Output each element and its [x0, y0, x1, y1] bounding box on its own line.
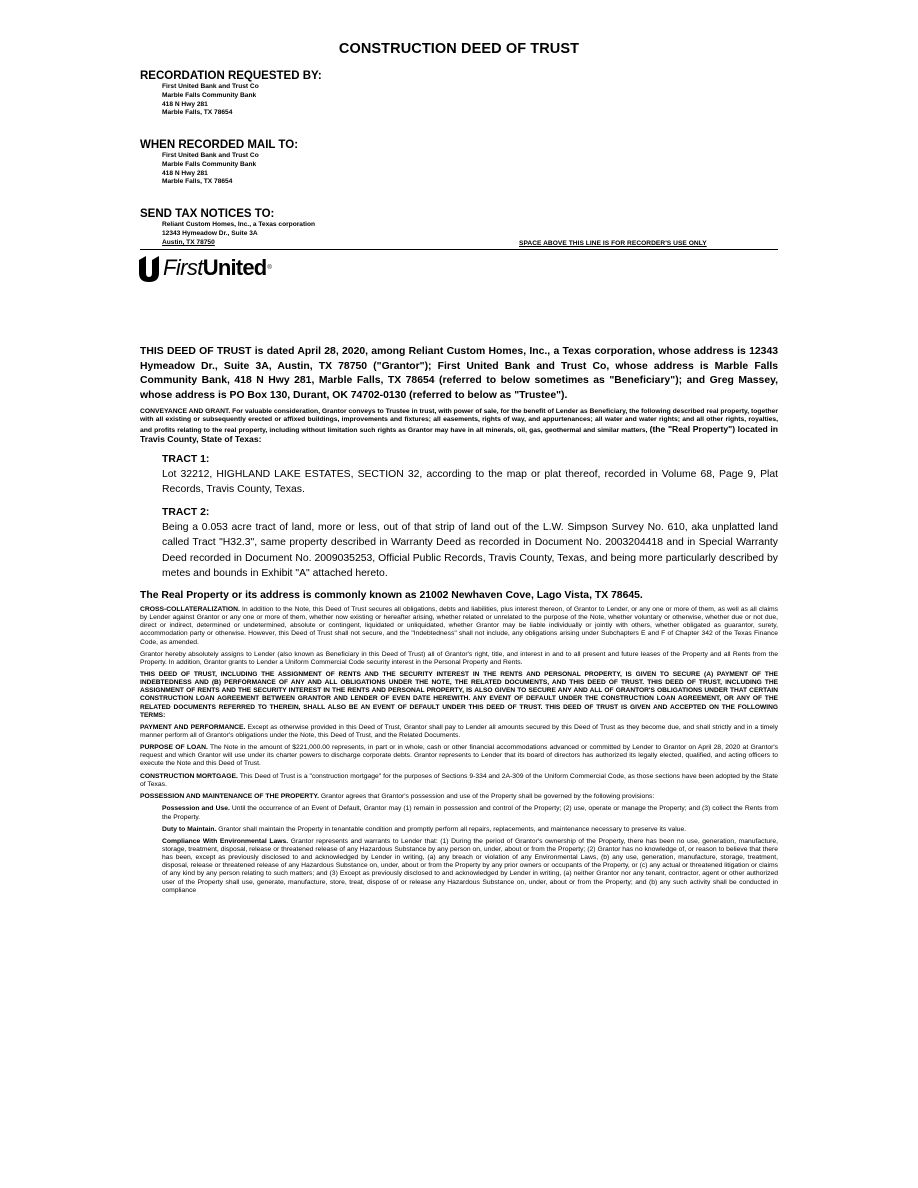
address-line: 418 N Hwy 281	[162, 169, 208, 177]
address-line: 12343 Hymeadow Dr., Suite 3A	[162, 229, 258, 237]
section-heading: Possession and Use.	[162, 805, 230, 813]
property-address-line: The Real Property or its address is commonly known as 21002 Newhaven Cove, Lago Vista, TX 78645.	[140, 590, 643, 602]
conveyance-tail: (the "Real Property") located in Travis County, State of Texas:	[140, 423, 779, 444]
cross-collateralization-paragraph	[140, 606, 778, 646]
conveyance-paragraph	[140, 408, 778, 444]
document-title: CONSTRUCTION DEED OF TRUST	[338, 41, 580, 57]
possession-use-paragraph	[162, 805, 778, 821]
section-heading: PURPOSE OF LOAN.	[140, 744, 208, 752]
recorder-use-note: SPACE ABOVE THIS LINE IS FOR RECORDER'S USE ONLY	[519, 240, 707, 247]
tax-notices-heading: SEND TAX NOTICES TO:	[140, 208, 275, 220]
section-text: Grantor represents and warrants to Lender that: (1) During the period of Grantor's ownership of the Property, there has been no use, generation, manufacture, storage, treatment, disposal, release or threatened release of any Hazardous Substance by any person on, under, about or from the Property; (2) Grantor has no knowledge of, or reason to believe that there has been, except as previously disclosed to and acknowledged by Lender in writing, (a) any breach or violation of any Environmental Laws, (b) any use, generation, manufacture, storage, treatment, disposal, release or threatened release of any Hazardous Substance on, under, about or from the Property by any prior owners or occupants of the Property, or (c) any actual or threatened litigation or claims of any kind by any person relating to such matters; and (3) Except as previously disclosed to and acknowledged by Lender in writing, (a) neither Grantor nor any tenant, contractor, agent or other authorized user of the Property shall use, generate, manufacture, store, treat, dispose of or release any Hazardous Substance on, under, about or from the Property; and (b) any such activity shall be conducted in compliance	[162, 838, 778, 894]
purpose-paragraph	[140, 744, 778, 768]
logo-wordmark	[163, 255, 271, 281]
mail-to-block	[140, 139, 298, 187]
first-united-u-mark-icon	[138, 256, 160, 282]
section-text: In addition to the Note, this Deed of Trust secures all obligations, debts and liabilities, plus interest thereon, of Grantor to Lender, or any one or more of them, as well as all claims by Lender against Grantor or any one or more of them, whether now existing or hereafter arising, whether related or unrelated to the purpose of the Note, whether voluntary or otherwise, whether due or not due, direct or indirect, determined or undetermined, absolute or contingent, liquidated or unliquidated, whether Grantor may be liable individually or jointly with others, whether obligated as guarantor, surety, accommodation party or otherwise. However, this Deed of Trust shall not secure, and the "Indebtedness" shall not include, any obligations arising under Subchapters E and F of Chapter 342 of the Texas Finance Code, as amended.	[140, 606, 778, 646]
tract-1-heading: TRACT 1:	[162, 453, 210, 465]
address-line: Marble Falls Community Bank	[162, 160, 257, 168]
section-heading: PAYMENT AND PERFORMANCE.	[140, 723, 246, 731]
recordation-block	[140, 70, 322, 118]
security-caps-paragraph: THIS DEED OF TRUST, INCLUDING THE ASSIGNMENT OF RENTS AND THE SECURITY INTEREST IN THE RENTS AND PERSONAL PROPERTY, IS GIVEN TO SECURE (A) PAYMENT OF THE INDEBTEDNESS AND (B) PERFORMANCE OF ANY AND ALL OBLIGATIONS UNDER THE NOTE, THE RELATED DOCUMENTS, AND THIS DEED OF TRUST. THIS DEED OF TRUST, INCLUDING THE ASSIGNMENT OF RENTS AND THE SECURITY INTEREST IN THE RENTS AND PERSONAL PROPERTY, IS ALSO GIVEN TO SECURE ANY AND ALL OF GRANTOR'S OBLIGATIONS UNDER THAT CERTAIN CONSTRUCTION LOAN AGREEMENT BETWEEN GRANTOR AND LENDER OF EVEN DATE HEREWITH. ANY EVENT OF DEFAULT UNDER THE CONSTRUCTION LOAN AGREEMENT, OR ANY OF THE RELATED DOCUMENTS REFERRED TO THEREIN, SHALL ALSO BE AN EVENT OF DEFAULT UNDER THIS DEED OF TRUST. THIS DEED OF TRUST IS GIVEN AND ACCEPTED ON THE FOLLOWING TERMS:	[140, 671, 778, 719]
mail-to-address	[162, 152, 298, 187]
tract-1	[162, 452, 778, 498]
section-text: Until the occurrence of an Event of Default, Grantor may (1) remain in possession and control of the Property; (2) use, operate or manage the Property; and (3) collect the Rents from the Property.	[162, 805, 778, 821]
section-heading: Compliance With Environmental Laws.	[162, 838, 289, 846]
address-line: First United Bank and Trust Co	[162, 83, 259, 90]
recorder-divider	[140, 249, 778, 250]
deed-body	[140, 345, 778, 899]
address-line: Reliant Custom Homes, Inc., a Texas corporation	[162, 221, 316, 228]
tax-notices-address	[162, 221, 315, 247]
address-line: Austin, TX 78750	[162, 238, 215, 246]
recordation-heading: RECORDATION REQUESTED BY:	[140, 70, 322, 82]
section-text: The Note in the amount of $221,000.00 represents, in part or in whole, cash or other financial accommodations advanced or committed by Lender to Grantor on April 28, 2020 at Grantor's request and which Grantor will use under its charter powers to discharge corporate debts. Grantor represents to Lender that its board of directors has authorized its legally elected, qualified, and acting officers to execute the Note and this Deed of Trust.	[140, 744, 778, 768]
tract-2-text: Being a 0.053 acre tract of land, more or less, out of that strip of land out of the L.W. Simpson Survey No. 610, aka unplatted land called Tract "H32.3", same property described in Warranty Deed as recorded in Document No. 2003204418 and in Special Warranty Deed recorded in Document No. 2009035253, Official Public Records, Travis County, Texas, and being more particularly described by metes and bounds in Exhibit "A" attached hereto.	[162, 521, 778, 579]
address-line: First United Bank and Trust Co	[162, 152, 259, 159]
intro-paragraph: THIS DEED OF TRUST is dated April 28, 2020, among Reliant Custom Homes, Inc., a Texas corporation, whose address is 12343 Hymeadow Dr., Suite 3A, Austin, TX 78750 ("Grantor"); First United Bank and Trust Co, whose address is Marble Falls Community Bank, 418 N Hwy 281, Marble Falls, TX 78654 (referred to below sometimes as "Beneficiary"); and Greg Massey, whose address is PO Box 130, Durant, OK 74702-0130 (referred to below as "Trustee").	[140, 346, 778, 401]
address-line: Marble Falls, TX 78654	[162, 178, 233, 186]
section-heading: POSSESSION AND MAINTENANCE OF THE PROPERTY.	[140, 793, 320, 801]
construction-paragraph	[140, 773, 778, 789]
duty-maintain-paragraph	[162, 826, 778, 834]
tax-notices-block	[140, 208, 315, 247]
environmental-paragraph	[162, 838, 778, 895]
logo-registered-mark: ®	[267, 265, 272, 271]
tract-2	[162, 505, 778, 581]
payment-paragraph	[140, 724, 778, 740]
section-text: Grantor agrees that Grantor's possession and use of the Property shall be governed by the following provisions:	[319, 793, 655, 801]
assignment-paragraph: Grantor hereby absolutely assigns to Lender (also known as Beneficiary in this Deed of Trust) all of Grantor's right, title, and interest in and to all present and future leases of the Property and all Rents from the Property. In addition, Grantor grants to Lender a Uniform Commercial Code security interest in the Personal Property and Rents.	[140, 650, 778, 666]
tract-2-heading: TRACT 2:	[162, 506, 210, 518]
logo-word-united: United	[202, 255, 267, 280]
conveyance-text: CONVEYANCE AND GRANT. For valuable consideration, Grantor conveys to Trustee in trust, with power of sale, for the benefit of Lender as Beneficiary, the following described real property, together with all existing or subsequently erected or affixed buildings, improvements and fixtures; all easements, rights of way, and appurtenances; all water and water rights; and all other rights, royalties, and profits relating to the real property, including without limitation such rights as Grantor may have in all minerals, oil, gas, geothermal and similar matters,	[140, 408, 778, 434]
section-heading: CONSTRUCTION MORTGAGE.	[140, 772, 238, 780]
first-united-logo	[138, 255, 271, 283]
possession-paragraph	[140, 793, 778, 801]
section-text: Grantor shall maintain the Property in tenantable condition and promptly perform all repairs, replacements, and maintenance necessary to preserve its value.	[216, 825, 687, 833]
logo-word-first: First	[163, 255, 203, 280]
address-line: Marble Falls, TX 78654	[162, 109, 233, 117]
section-heading: CROSS-COLLATERALIZATION.	[140, 606, 240, 614]
section-text: This Deed of Trust is a "construction mortgage" for the purposes of Sections 9-334 and 2A-309 of the Uniform Commercial Code, as those sections have been adopted by the State of Texas.	[140, 772, 778, 788]
address-line: 418 N Hwy 281	[162, 100, 208, 108]
section-heading: Duty to Maintain.	[162, 825, 217, 833]
address-line: Marble Falls Community Bank	[162, 91, 257, 99]
recordation-address	[162, 83, 322, 118]
mail-to-heading: WHEN RECORDED MAIL TO:	[140, 139, 299, 151]
section-text: Except as otherwise provided in this Deed of Trust, Grantor shall pay to Lender all amounts secured by this Deed of Trust as they become due, and shall strictly and in a timely manner perform all of Grantor's obligations under the Note, this Deed of Trust, and the Related Documents.	[140, 723, 778, 739]
tract-1-text: Lot 32212, HIGHLAND LAKE ESTATES, SECTION 32, according to the map or plat thereof, recorded in Volume 68, Page 9, Plat Records, Travis County, Texas.	[162, 469, 778, 496]
